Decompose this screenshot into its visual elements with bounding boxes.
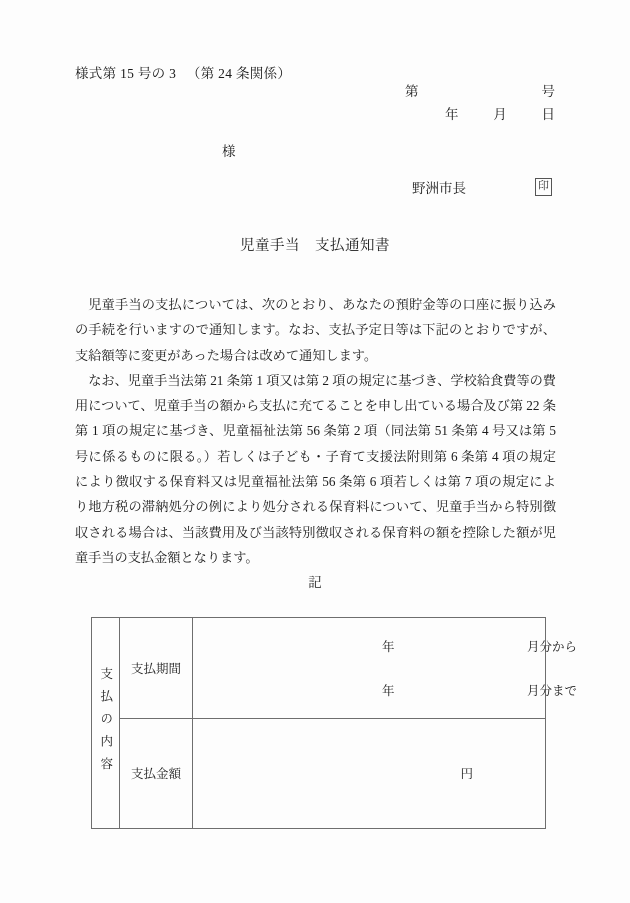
period-from-year-label: 年 (382, 639, 395, 654)
page-title: 児童手当 支払通知書 (240, 238, 390, 254)
period-to-year-label: 年 (382, 683, 395, 698)
issuer-name: 野洲市長 (412, 181, 466, 196)
table-value-payment-period (193, 618, 577, 719)
ki-marker: 記 (308, 575, 322, 590)
issuer-block (412, 177, 552, 197)
seal-stamp-icon: 印 (535, 178, 552, 196)
date-day-label: 日 (541, 107, 555, 122)
payment-amount-unit: 円 (460, 767, 473, 782)
date-year-label: 年 (445, 107, 459, 122)
table-row-payment-period (92, 618, 546, 719)
period-to-month-label: 月分まで (526, 683, 577, 698)
payment-period-to-line (382, 681, 577, 699)
document-number-field (405, 80, 555, 100)
table-value-payment-amount (193, 718, 546, 828)
body-text (75, 292, 556, 570)
table-vertical-header (92, 618, 120, 829)
paragraph-1: 児童手当の支払については、次のとおり、あなたの預貯金等の口座に振り込みの手続を行いますので通知します。なお、支払予定日等は下記のとおりですが、支給額等に変更があった場合は改めて通知します。 (75, 297, 556, 363)
table-vertical-header-label: 支払の内容 (98, 666, 113, 780)
paragraph-2: なお、児童手当法第 21 条第 1 項又は第 2 項の規定に基づき、学校給食費等の費用について、児童手当の額から支払に充てることを申し出ている場合及び第 22 条第 1 項の規定に基づき、児童福祉法第 56 条第 2 項（同法第 51 条第 4 号又は第 5 号に係るものに限る。）若しくは子ども・子育て支援法附則第 6 条第 4 項の規定により徴収する保育料又は児童福祉法第 56 条第 6 項若しくは第 7 項の規定により地方税の滞納処分の例により処分される保育料について、児童手当から特別徴収される場合は、当該費用及び当該特別徴収される保育料の額を控除した額が児童手当の支払金額となります。 (75, 372, 556, 565)
form-number-label: 様式第 15 号の 3 （第 24 条関係） (75, 66, 292, 81)
table-label-payment-amount: 支払金額 (120, 718, 193, 828)
document-date-field (445, 103, 555, 123)
table-row-payment-amount (92, 718, 546, 828)
period-from-month-label: 月分から (526, 639, 577, 654)
payment-details-table (91, 617, 577, 829)
table-label-payment-period: 支払期間 (120, 618, 193, 719)
document-number-prefix: 第 (405, 84, 419, 99)
addressee-honorific: 様 (222, 144, 236, 159)
date-month-label: 月 (493, 107, 507, 122)
document-number-suffix: 号 (541, 84, 555, 99)
payment-period-from-line (382, 637, 577, 655)
